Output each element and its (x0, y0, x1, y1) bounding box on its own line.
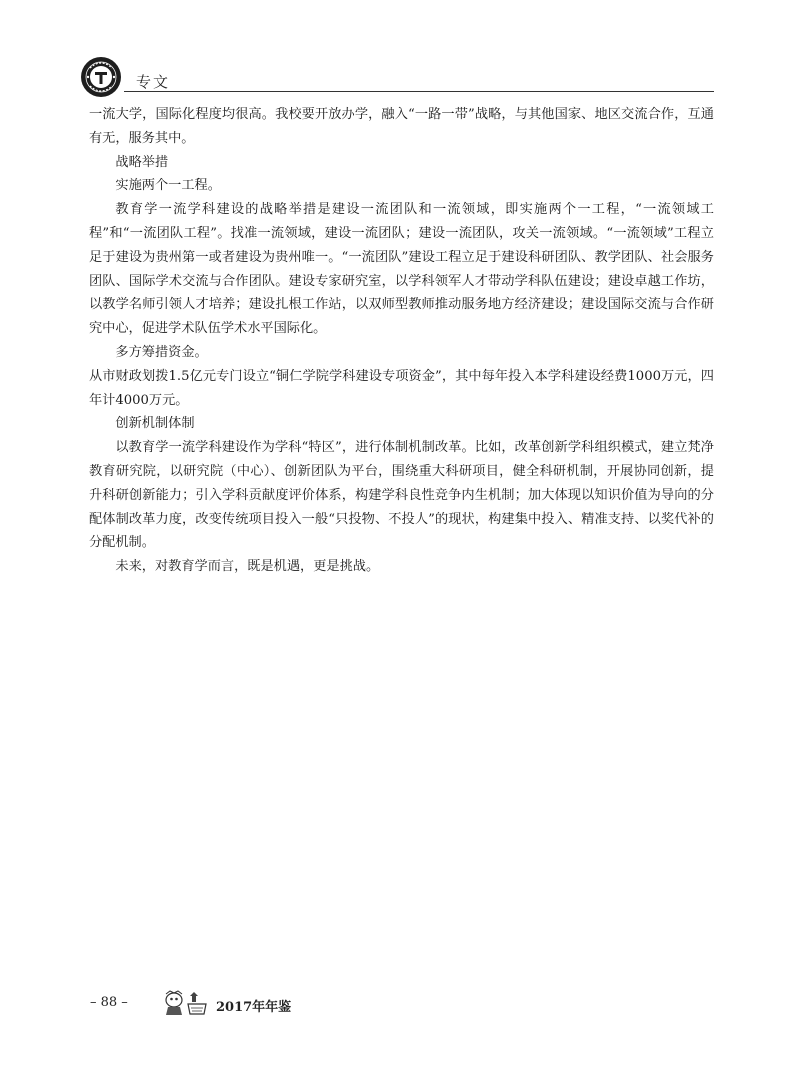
paragraph: 以教育学一流学科建设作为学科“特区”，进行体制机制改革。比如，改革创新学科组织模式，建立梵净教育研究院，以研究院（中心）、创新团队为平台，围绕重大科研项目，健全科研机制，开展协同创新，提升科研创新能力；引入学科贡献度评价体系，构建学科良性竞争内生机制；加大体现以知识价值为导向的分配体制改革力度，改变传统项目投入一般“只投物、不投人”的现状，构建集中投入、精准支持、以奖代补的分配机制。 (89, 440, 714, 551)
section-heading: 战略举措 (115, 154, 169, 170)
page-header (80, 56, 714, 100)
section-heading: 多方筹措资金。 (115, 344, 208, 360)
paragraph: 教育学一流学科建设的战略举措是建设一流团队和一流领域，即实施两个一工程，“一流领域工程”和“一流团队工程”。找准一流领域，建设一流团队；建设一流团队，攻关一流领域。“一流领域”工程立足于建设为贵州第一或者建设为贵州唯一。“一流团队”建设工程立足于建设科研团队、教学团队、社会服务团队、国际学术交流与合作团队。建设专家研究室，以学科领军人才带动学科队伍建设；建设卓越工作坊，以教学名师引领人才培养；建设扎根工作站，以双师型教师推动服务地方经济建设；建设国际交流与合作研究中心，促进学术队伍学术水平国际化。 (89, 202, 714, 337)
header-rule (124, 91, 714, 92)
yearbook-mascot-icon (160, 990, 212, 1016)
section-heading: 实施两个一工程。 (115, 178, 221, 194)
paragraph: 未来，对教育学而言，既是机遇，更是挑战。 (115, 559, 380, 575)
paragraph: 一流大学，国际化程度均很高。我校要开放办学，融入“一路一带”战略，与其他国家、地区交流合作，互通有无，服务其中。 (89, 107, 714, 146)
university-seal-icon (80, 56, 122, 98)
article-body (89, 103, 714, 579)
section-label: 专文 (136, 73, 171, 91)
yearbook-label: 2017年年鉴 (216, 1000, 292, 1015)
page-number: – 88 – (90, 995, 128, 1010)
paragraph: 从市财政划拨1.5亿元专门设立“铜仁学院学科建设专项资金”，其中每年投入本学科建设经费1000万元，四年计4000万元。 (89, 368, 714, 408)
section-heading: 创新机制体制 (115, 416, 195, 432)
